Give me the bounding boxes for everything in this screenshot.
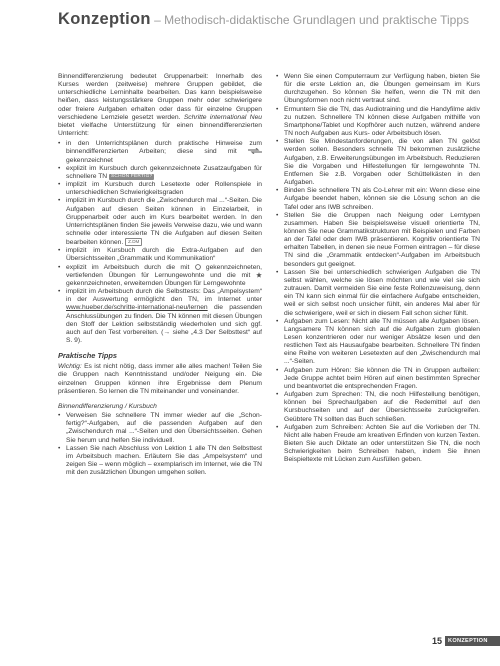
- zdm-box: Z.DM: [125, 238, 142, 246]
- page-title: Konzeption: [58, 10, 151, 28]
- wichtig-label: Wichtig:: [58, 363, 82, 371]
- list-item-text-end: gekennzeichneten, erweiternden Übungen für Lerngewohnte: [66, 279, 246, 287]
- star-icon: [256, 272, 262, 278]
- list-item-text: Lassen Sie nach Abschluss von Lektion 1 alle TN den Selbsttest im Arbeitsbuch machen. Erläutern Sie das „Ampelsystem“ und zeigen Sie – wenn möglich – exemplarisch im Internet, wie die TN mit den zusätzlichen Übungen umgehen sollen.: [66, 444, 262, 477]
- page-subtitle: – Methodisch-didaktische Grundlagen und praktische Tipps: [150, 13, 470, 27]
- list-item-text: Aufgaben zum Schreiben: Achten Sie auf die Vorlieben der TN. Nicht alle haben Freude am kreativen Erfinden von kurzen Texten. Bieten Sie auch Diktate an oder unterstützen Sie TN, die noch Schwierigkeiten beim Schreiben haben, indem Sie ihnen Beispieltexte mit Lücken zum Ausfüllen geben.: [284, 423, 480, 464]
- kursbuch-list: [58, 412, 262, 477]
- list-item-text: Aufgaben zum Lesen: Nicht alle TN müssen alle Aufgaben lösen. Langsamere TN können sich auf die Aufgaben zum globalen Lesen konzentrieren oder nur weniger Absätze lesen und den restlichen Text als Hausaufgabe bearbeiten. Schnellere TN finden eine Reihe von weiteren Lesetexten auf den „Zwischendurch mal ...“-Seiten.: [284, 317, 480, 366]
- list-item: [58, 264, 262, 288]
- intro-text: Binnendifferenzierung bedeutet Gruppenarbeit: Innerhalb des Kurses werden (zeitweise) mehrere Gruppen gebildet, die unterschiedliche Lerninhalte bearbeiten. Das kann beispielsweise heißen, dass leistungsstärkere Gruppen mehr oder schwierigere oder freiere Aufgaben erhalten oder dass für einzelne Gruppen verschiedene Lernziele gesetzt werden.: [58, 73, 262, 121]
- list-item-text: Wenn Sie einen Computerraum zur Verfügung haben, bieten Sie für die erste Lektion an, die Übungen gemeinsam im Kurs durchzugehen. So können Sie helfen, wenn die TN mit den Übungsformen noch nicht vertraut sind.: [284, 73, 480, 105]
- list-item: [58, 165, 262, 181]
- list-item-text: Verweisen Sie schnellere TN immer wieder auf die „Schon-fertig?“-Aufgaben, auf die passenden Aufgaben auf den „Zwischendurch mal ...“-Seiten und den Übersichtsseiten. Gehen Sie herum und helfen Sie individuell.: [66, 412, 262, 444]
- list-item-text: explizit im Arbeitsbuch durch die mit: [66, 263, 190, 271]
- section-heading-tipps: Praktische Tipps: [58, 351, 118, 361]
- list-item: [58, 140, 262, 164]
- list-item-text-end: gekennzeichnet: [66, 156, 113, 164]
- right-column: [276, 73, 480, 467]
- wichtig-text: Es ist nicht nötig, dass immer alle alles machen! Teilen Sie die Gruppen nach Kenntnisstand und/oder Neigung ein. Die einzelnen Gruppen können ihre Ergebnisse dem Plenum präsentieren. So lernen die TN miteinander und voneinander.: [58, 363, 262, 395]
- list-item-text: Ermuntern Sie die TN, das Audiotraining und die Handyfilme aktiv zu nutzen. Schnellere TN können diese Aufgaben mithilfe von Smartphone/Tablet und Kopfhörer auch nutzen, während andere TN noch Aufgaben aus Kurs- oder Arbeitsbuch lösen.: [284, 105, 480, 138]
- wichtig-paragraph: [58, 363, 262, 396]
- list-item: [276, 212, 480, 269]
- list-item-text: in den Unterrichtsplänen durch praktische Hinweise zum binnendifferenzierten Arbeiten; diese sind mit: [66, 140, 262, 156]
- list-item: [276, 106, 480, 139]
- section-label: KONZEPTION: [445, 636, 500, 646]
- list-item: [276, 367, 480, 391]
- list-item-text: implizit im Kursbuch durch die „Zwischendurch mal ...“-Seiten. Die Aufgaben auf diesen Seiten können in Einzelarbeit, in Gruppenarbeit oder auch im Kurs bearbeitet werden. In den Unterrichtsplänen finden Sie jeweils Verweise dazu, wie und wann schnelle oder interessierte TN die Aufgaben auf diesen Seiten bearbeiten können.: [66, 197, 262, 247]
- list-item-text: Stellen Sie Mindestanforderungen, die von allen TN gelöst werden sollen. Besonders schnelle TN bekommen zusätzliche Aufgaben, z.B. Erweiterungsübungen im Arbeitsbuch. Reduzieren Sie die Vorgaben und Hilfestellungen für lerngewohnte TN. Entfernen Sie z.B. Vorgaben oder Schüttelkästen in den Aufgaben.: [284, 138, 480, 187]
- list-item: [276, 187, 480, 211]
- intro-paragraph: [58, 73, 262, 138]
- list-item-text: implizit im Kursbuch durch die Extra-Aufgaben auf den Übersichtsseiten „Grammatik und Kommunikation“: [66, 247, 262, 263]
- list-item-text: explizit im Kursbuch durch gekennzeichnete Zusatzaufgaben für schnellere TN: [66, 164, 262, 180]
- circle-icon: [195, 264, 201, 270]
- page-header: [58, 10, 498, 50]
- list-item: [276, 73, 480, 106]
- list-item-text: Stellen Sie die Gruppen nach Neigung oder Lerntypen zusammen. Haben Sie beispielsweise visuell orientierte TN, können Sie neue Grammatikstrukturen mit Beispielen und Farben an der Tafel oder dem IWB präsentieren. Kognitiv orientierte TN erhalten Tabellen, in denen sie neue Formen eintragen – für diese TN sind die „Grammatik entdecken“-Aufgaben im Arbeitsbuch besonders gut geeignet.: [284, 211, 480, 268]
- list-item-text: Aufgaben zum Hören: Sie können die TN in Gruppen aufteilen: Jede Gruppe achtet beim Hören auf einen bestimmten Sprecher und beantwortet die entsprechenden Fragen.: [284, 366, 480, 390]
- list-item-text: Lassen Sie bei unterschiedlich schwierigen Aufgaben die TN selbst wählen, welche sie lösen möchten und wie viel sie sich zutrauen. Damit vermeiden Sie eine feste Rollenzuweisung, denn ein TN kann sich einmal für die einfachere Aufgabe entscheiden, weil er sich selbst noch unsicher fühlt, ein anderes Mal aber für die schwierigere, weil er sich in diesem Fall schon sicher fühlt.: [284, 268, 480, 317]
- list-item: [58, 247, 262, 263]
- list-item: [276, 424, 480, 465]
- list-item: [276, 318, 480, 367]
- intro-text-end: bietet vielfache Unterstützung für einen binnendifferenzierten Unterricht:: [58, 121, 262, 138]
- page-footer: [432, 636, 498, 646]
- list-item-text: Binden Sie schnellere TN als Co-Lehrer mit ein: Wenn diese eine Aufgabe beendet haben, können sie die Lösung schon an die Tafel oder ans IWB schreiben.: [284, 187, 480, 211]
- support-list: [58, 140, 262, 345]
- book-title: Schritte international Neu: [183, 113, 263, 121]
- list-item-text: Aufgaben zum Sprechen: TN, die noch Hilfestellung benötigen, können bei Sprechaufgaben auf die Redemittel auf den Kursbuchseiten und auf der Übersichtsseite zurückgreifen. Geübtere TN sollten das Buch schließen.: [284, 391, 480, 423]
- hueber-link[interactable]: www.hueber.de/schritte-international-neu/lernen: [66, 304, 208, 312]
- list-item: [276, 269, 480, 318]
- schon-fertig-tag: SCHON FERTIG?: [111, 173, 153, 179]
- list-item: [58, 288, 262, 345]
- list-item: [58, 197, 262, 247]
- list-item-text-end: die passenden Anschlussübungen zu finden. Die TN können mit diesen Übungen den Stoff der Lektion selbstständig wiederholen und sich ggf. auch auf den Test vorbereiten. (→ siehe „4.3 Der Selbsttest“ auf S. 9).: [66, 304, 262, 344]
- list-item: [58, 445, 262, 478]
- differentiation-arrows-icon: [248, 148, 262, 154]
- list-item: [276, 391, 480, 424]
- list-item-text-mid: gekennzeichneten, vertiefenden Übungen für Lernungewohnte und die mit: [66, 263, 262, 279]
- list-item-text: implizit im Kursbuch durch Lesetexte oder Rollenspiele in unterschiedlichen Schwierigkeitsgraden: [66, 181, 262, 197]
- tips-list: [276, 73, 480, 465]
- left-column: [58, 73, 262, 479]
- page-number: 15: [432, 636, 443, 646]
- list-item: [276, 138, 480, 187]
- subheading-kursbuch: Binnendifferenzierung / Kursbuch: [58, 402, 157, 410]
- list-item: [58, 181, 262, 197]
- list-item-text: implizit im Arbeitsbuch durch die Selbsttests: Das „Ampelsystem“ in der Auswertung ermöglicht den TN, im Internet unter: [66, 288, 262, 304]
- list-item: [58, 412, 262, 445]
